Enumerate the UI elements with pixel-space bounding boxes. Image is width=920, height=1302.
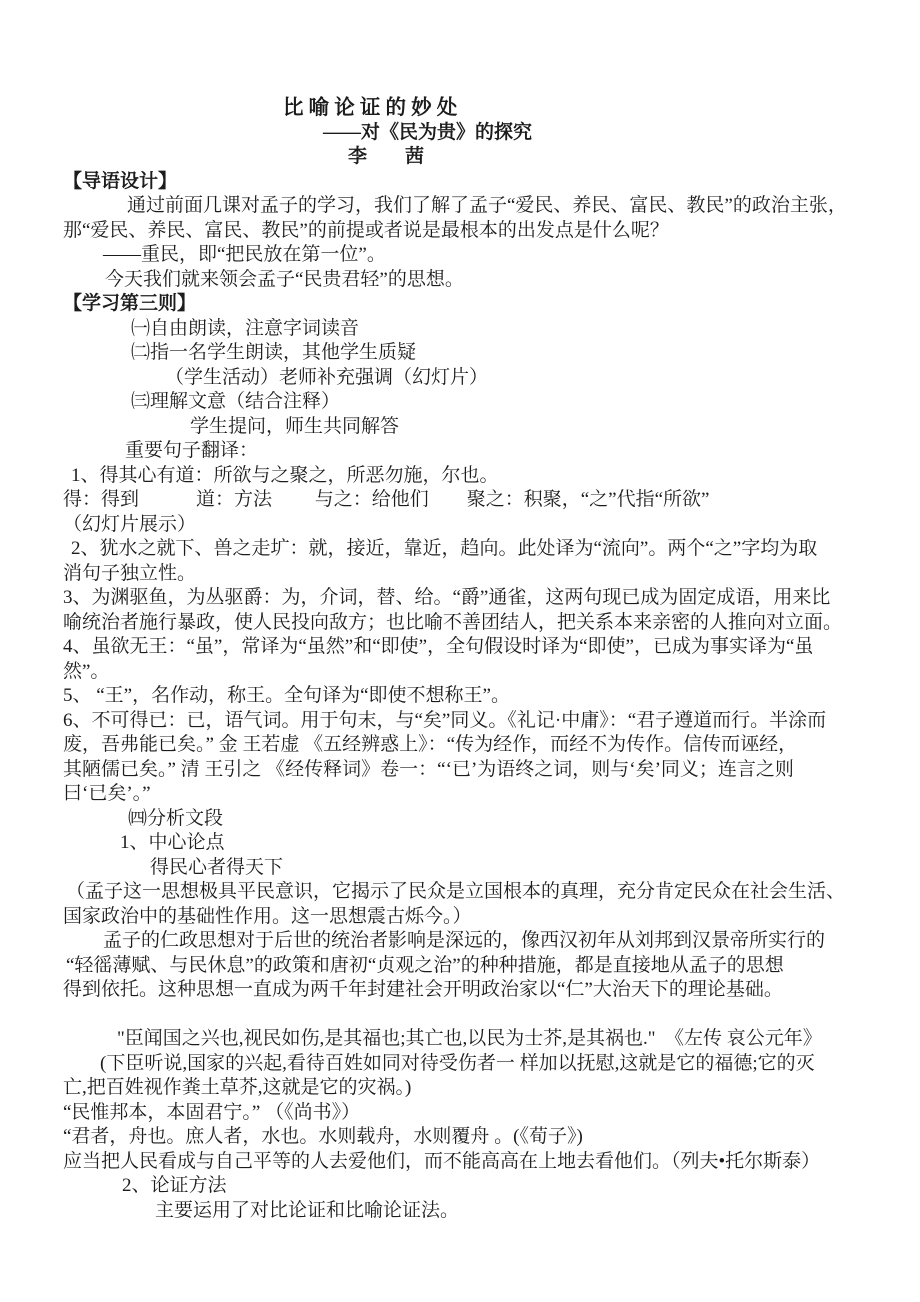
document-title: 比 喻 论 证 的 妙 处: [283, 97, 458, 119]
text-line: 5、 “王”，名作动，称王。全句译为“即使不想称王”。: [63, 685, 510, 706]
document-subtitle: ——对《民为贵》的探究: [323, 121, 533, 143]
text-line: (下臣听说,国家的兴起,看待百姓如同对待受伤者一 样加以抚慰,这就是它的福德;它的灭: [100, 1052, 815, 1074]
text-line: 废，吾弗能已矣。” 金 王若虚 《五经辨惑上》：“传为经作，而经不为传作。信传而诬经，: [63, 734, 798, 755]
section-heading-intro: 【导语设计】: [63, 170, 178, 192]
text-line: 其陋儒已矣。” 清 王引之 《经传释词》卷一：“‘已’为语终之词，则与‘矣’同义；连言之则: [63, 758, 794, 780]
text-line: “民惟邦本，本固君宁。” （《尚书》）: [63, 1101, 361, 1123]
text-line: 那“爱民、养民、富民、教民”的前提或者说是最根本的出发点是什么呢？: [63, 219, 669, 241]
document-author: 李 茜: [348, 146, 425, 167]
text-line: 重要句子翻译：: [125, 440, 259, 461]
text-line: 喻统治者施行暴政，使人民投向敌方；也比喻不善团结人，把关系本来亲密的人推向对立面。: [63, 611, 843, 633]
text-line: "臣闻国之兴也,视民如伤,是其福也;其亡也,以民为士芥,是其祸也." 《左传 哀公元年》: [117, 1028, 822, 1049]
blank-line: [63, 1003, 857, 1028]
text-line: 2、犹水之就下、兽之走圹：就，接近，靠近，趋向。此处译为“流向”。两个“之”字均为取: [71, 538, 818, 559]
text-line: ㈣分析文段: [128, 807, 224, 829]
text-line: 通过前面几课对孟子的学习，我们了解了孟子“爱民、养民、富民、教民”的政治主张，: [127, 195, 847, 216]
text-line: 曰‘已矣’。”: [63, 783, 151, 804]
text-line: 得到依托。这种思想一直成为两千年封建社会开明政治家以“仁”大治天下的理论基础。: [63, 979, 783, 1000]
text-line: 得民心者得天下: [150, 856, 284, 878]
text-line: （孟子这一思想极具平民意识，它揭示了民众是立国根本的真理，充分肯定民众在社会生活、: [66, 881, 846, 902]
text-line: 主要运用了对比论证和比喻论证法。: [155, 1199, 460, 1221]
text-line: 消句子独立性。: [63, 562, 197, 584]
text-line: “轻徭薄赋、与民休息”的政策和唐初“贞观之治”的种种措施，都是直接地从孟子的思想: [66, 954, 784, 976]
text-line: 得：得到 道：方法 与之：给他们 聚之：积聚，“之”代指“所欲”: [63, 489, 710, 510]
text-line: 1、得其心有道：所欲与之聚之，所恶勿施，尔也。: [71, 464, 499, 486]
text-line: 今天我们就来领会孟子“民贵君轻”的思想。: [105, 268, 464, 290]
text-line: 4、虽欲无王：“虽”，常译为“虽然”和“即使”，全句假设时译为“即使”，已成为事实译为“虽: [63, 636, 814, 657]
text-line: 2、论证方法: [122, 1175, 227, 1196]
text-line: ㈡指一名学生朗读，其他学生质疑: [131, 342, 417, 363]
text-line: 6、不可得已：已，语气词。用于句末，与“矣”同义。《礼记·中庸》：“君子遵道而行。半涂而: [63, 709, 827, 731]
section-heading-lesson: 【学习第三则】: [63, 293, 197, 314]
text-line: （学生活动）老师补充强调（幻灯片）: [165, 366, 489, 388]
text-line: 亡,把百姓视作粪土草芥,这就是它的灾祸。): [63, 1077, 412, 1098]
text-line: 3、为渊驱鱼，为丛驱爵：为，介词，替、给。“爵”通雀，这两句现已成为固定成语，用来比: [63, 587, 831, 608]
text-line: ㈢理解文意（结合注释）: [131, 391, 341, 412]
text-line: ——重民，即“把民放在第一位”。: [103, 244, 386, 265]
text-line: “君者，舟也。庶人者，水也。水则载舟，水则覆舟 。(《荀子》): [63, 1126, 583, 1147]
text-line: 孟子的仁政思想对于后世的统治者影响是深远的，像西汉初年从刘邦到汉景帝所实行的: [103, 930, 826, 951]
text-line: （幻灯片展示）: [63, 513, 197, 535]
text-line: 国家政治中的基础性作用。这一思想震古烁今。）: [63, 905, 472, 927]
text-line: 应当把人民看成与自己平等的人去爱他们，而不能高高在上地去看他们。（列夫•托尔斯泰）: [63, 1150, 821, 1172]
text-line: ㈠自由朗读，注意字词读音: [131, 317, 360, 339]
text-line: 然”。: [63, 660, 110, 682]
text-line: 学生提问，师生共同解答: [190, 415, 400, 437]
text-line: 1、中心论点: [120, 832, 225, 853]
